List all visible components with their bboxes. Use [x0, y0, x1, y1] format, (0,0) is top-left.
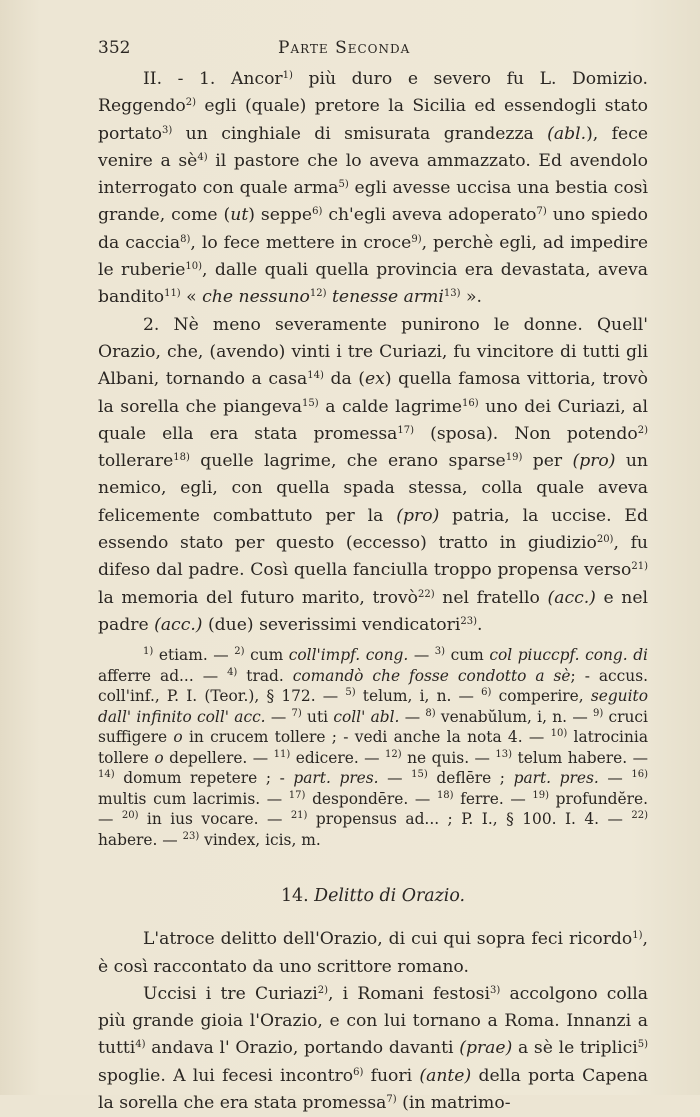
paragraph-2: 2. Nè meno severamente punirono le donne. Quell' Orazio, che, (avendo) vinti i tre Curiazi, fu vincitore di tutti gli Albani, tornando a casa$^{14)}$ da (ex) quella famosa vittoria, trovò la sorella che piangeva$^{15)}$ a calde lagrime$^{16)}$ uno dei Curiazi, al quale ella era stata promessa$^{17)}$ (sposa). Non potendo$^{2)}$ tollerare$^{18)}$ quelle lagrime, che erano sparse$^{19)}$ per (pro) un nemico, egli, con quella spada stessa, colla quale aveva felicemente combattuto per la (pro) patria, la uccise. Ed essendo stato per questo (eccesso) tratto in giudizio$^{20)}$, fu difeso dal padre. Così quella fanciulla troppo propensa verso$^{21)}$ la memoria del futuro marito, trovò$^{22)}$ nel fratello (acc.) e nel padre (acc.) (due) severissimi vendicatori$^{23)}$.	[98, 314, 649, 635]
note-marker: 1)	[143, 646, 154, 658]
note-marker: 3)	[161, 124, 173, 136]
note-marker: 13)	[443, 288, 461, 300]
note-marker: 2)	[185, 97, 196, 109]
note-marker: 17)	[288, 789, 306, 801]
note-marker: 11)	[273, 748, 291, 760]
note-marker: 23)	[460, 615, 477, 627]
italic-text: o	[173, 728, 183, 747]
note-marker: 21)	[631, 561, 648, 573]
note-marker: 19)	[532, 789, 550, 801]
note-marker: 2)	[234, 646, 245, 658]
note-marker: 4)	[227, 666, 238, 678]
note-marker: 9)	[593, 707, 604, 719]
note-marker: 6)	[481, 687, 492, 699]
italic-text: (acc.)	[154, 614, 203, 635]
note-marker: 18)	[436, 789, 454, 801]
italic-text: seguito dall' infinito coll' acc.	[98, 687, 648, 726]
italic-text: (abl.	[547, 123, 587, 144]
italic-text: ut	[230, 205, 249, 226]
note-marker: 15)	[302, 397, 319, 409]
note-marker: 11)	[164, 288, 181, 300]
italic-text: col piuccpf. cong. di	[489, 646, 648, 665]
note-marker: 12)	[309, 288, 327, 300]
note-marker: 14)	[98, 769, 115, 781]
italic-text: (prae)	[459, 1038, 513, 1059]
footnotes	[98, 645, 648, 850]
italic-text: (pro)	[396, 505, 440, 526]
italic-text: (acc.)	[547, 587, 596, 608]
italic-text: comandò che fosse condotto a sè	[292, 666, 571, 685]
note-marker: 7)	[536, 206, 547, 218]
note-marker: 6)	[312, 206, 323, 218]
italic-text: (pro)	[572, 451, 616, 472]
italic-text: ex	[365, 369, 385, 390]
note-marker: 2)	[637, 424, 648, 436]
note-marker: 10)	[550, 728, 568, 740]
note-marker: 20)	[121, 810, 139, 822]
running-head: Parte Seconda	[278, 38, 411, 58]
note-marker: 16)	[631, 769, 648, 781]
note-marker: 2)	[317, 984, 328, 996]
chapter-paragraph-2: Uccisi i tre Curiazi$^{2)}$, i Romani festosi$^{3)}$ accolgono colla più grande gioia l'Orazio, e con lui tornano a Roma. Innanzi a tutti$^{4)}$ andava l' Orazio, portando davanti (prae) a sè le triplici$^{5)}$ spoglie. A lui fecesi incontro$^{6)}$ fuori (ante) della porta Capena la sorella che era stata promessa$^{7)}$ (in matrimo-	[98, 983, 649, 1114]
note-marker: 22)	[631, 810, 648, 822]
chapter-number: 14.	[280, 886, 309, 907]
italic-text: coll'impf. cong.	[288, 646, 409, 665]
note-marker: 15)	[411, 769, 428, 781]
note-marker: 19)	[505, 452, 523, 464]
note-marker: 8)	[180, 233, 191, 245]
note-marker: 18)	[173, 452, 190, 464]
note-marker: 16)	[462, 397, 479, 409]
italic-text: coll' abl.	[333, 707, 400, 726]
italic-text: (ante)	[419, 1065, 472, 1086]
note-marker: 6)	[353, 1066, 364, 1078]
page-number: 352	[98, 38, 131, 58]
italic-text: o	[154, 748, 164, 767]
page-header	[98, 38, 648, 58]
note-marker: 21)	[290, 810, 308, 822]
chapter-paragraph-1: L'atroce delitto dell'Orazio, di cui qui sopra feci ricordo$^{1)}$, è così raccontato da uno scrittore romano.	[98, 929, 648, 977]
chapter-heading	[98, 886, 648, 906]
note-marker: 1)	[282, 70, 293, 81]
note-marker: 5)	[345, 687, 356, 699]
note-marker: 10)	[185, 261, 203, 273]
note-marker: 22)	[418, 588, 435, 600]
note-marker: 5)	[338, 179, 349, 191]
note-marker: 12)	[385, 748, 402, 760]
note-marker: 17)	[397, 424, 415, 436]
note-marker: 5)	[637, 1039, 648, 1051]
note-marker: 7)	[291, 707, 302, 719]
note-marker: 14)	[307, 370, 324, 382]
note-marker: 8)	[425, 707, 436, 719]
note-marker: 3)	[489, 984, 501, 996]
note-marker: 4)	[197, 151, 208, 163]
paragraph-1: II. - 1. Ancor$^{1)}$ più duro e severo fu L. Domizio. Reggendo$^{2)}$ egli (quale) pretore la Sicilia ed essendogli stato portato$^{3)}$ un cinghiale di smisurata grandezza (abl.), fece venire a $sè^{4)}$ il pastore che lo aveva ammazzato. Ed avendolo interrogato con quale arma$^{5)}$ egli avesse uccisa una bestia così grande, come (ut) seppe$^{6)}$ ch'egli aveva adoperato$^{7)}$ uno spiedo da caccia$^{8)}$, lo fece mettere in croce$^{9)}$, perchè egli, ad impedire le ruberie$^{10)}$, dalle quali quella provincia era devastata, aveva bandito$^{11)}$ « che nessuno$^{12)}$ tenesse armi$^{13)}$ ».	[98, 69, 649, 308]
note-marker: 9)	[411, 233, 422, 245]
italic-text: tenesse armi	[331, 287, 444, 308]
note-marker: 4)	[135, 1039, 146, 1051]
note-marker: 7)	[386, 1094, 397, 1106]
note-marker: 3)	[434, 646, 446, 658]
italic-text: part. pres.	[293, 769, 379, 788]
italic-text: che nessuno	[202, 287, 310, 308]
italic-text: part. pres.	[513, 769, 599, 788]
note-marker: 20)	[596, 534, 614, 546]
note-marker: 23)	[182, 830, 200, 842]
footnotes-text: $^{1)}$ etiam. — $^{2)}$ cum coll'impf. cong. — $^{3)}$ cum col piuccpf. cong. di afferre ad... — $^{4)}$ trad. comandò che fosse condotto a sè; - accus. coll'inf., P. I. (Teor.), § 172. — $^{5)}$ telum, i, n. — $^{6)}$ comperire, seguito dall' infinito coll' acc. — $^{7)}$ uti coll' abl. — $^{8)}$ venabŭlum, i, n. — $^{9)}$ cruci suffigere o in crucem tollere ; - vedi anche la nota 4. — $^{10)}$ latrocinia tollere o depellere. — $^{11)}$ edicere. — $^{12)}$ ne quis. — $^{13)}$ telum habere. — $^{14)}$ domum repetere ; - part. pres. — $^{15)}$ deflēre ; part. pres. — $^{16)}$ multis cum lacrimis. — $^{17)}$ despondēre. — $^{18)}$ ferre. — $^{19)}$ profundĕre. — $^{20)}$ in ius vocare. — $^{21)}$ propensus ad... ; P. I., § 100. I. 4. — $^{22)}$ habere. — $^{23)}$ vindex, icis, m.	[98, 646, 648, 849]
chapter-title: Delitto di Orazio.	[314, 886, 466, 907]
note-marker: 13)	[495, 748, 513, 760]
note-marker: 1)	[632, 930, 643, 942]
